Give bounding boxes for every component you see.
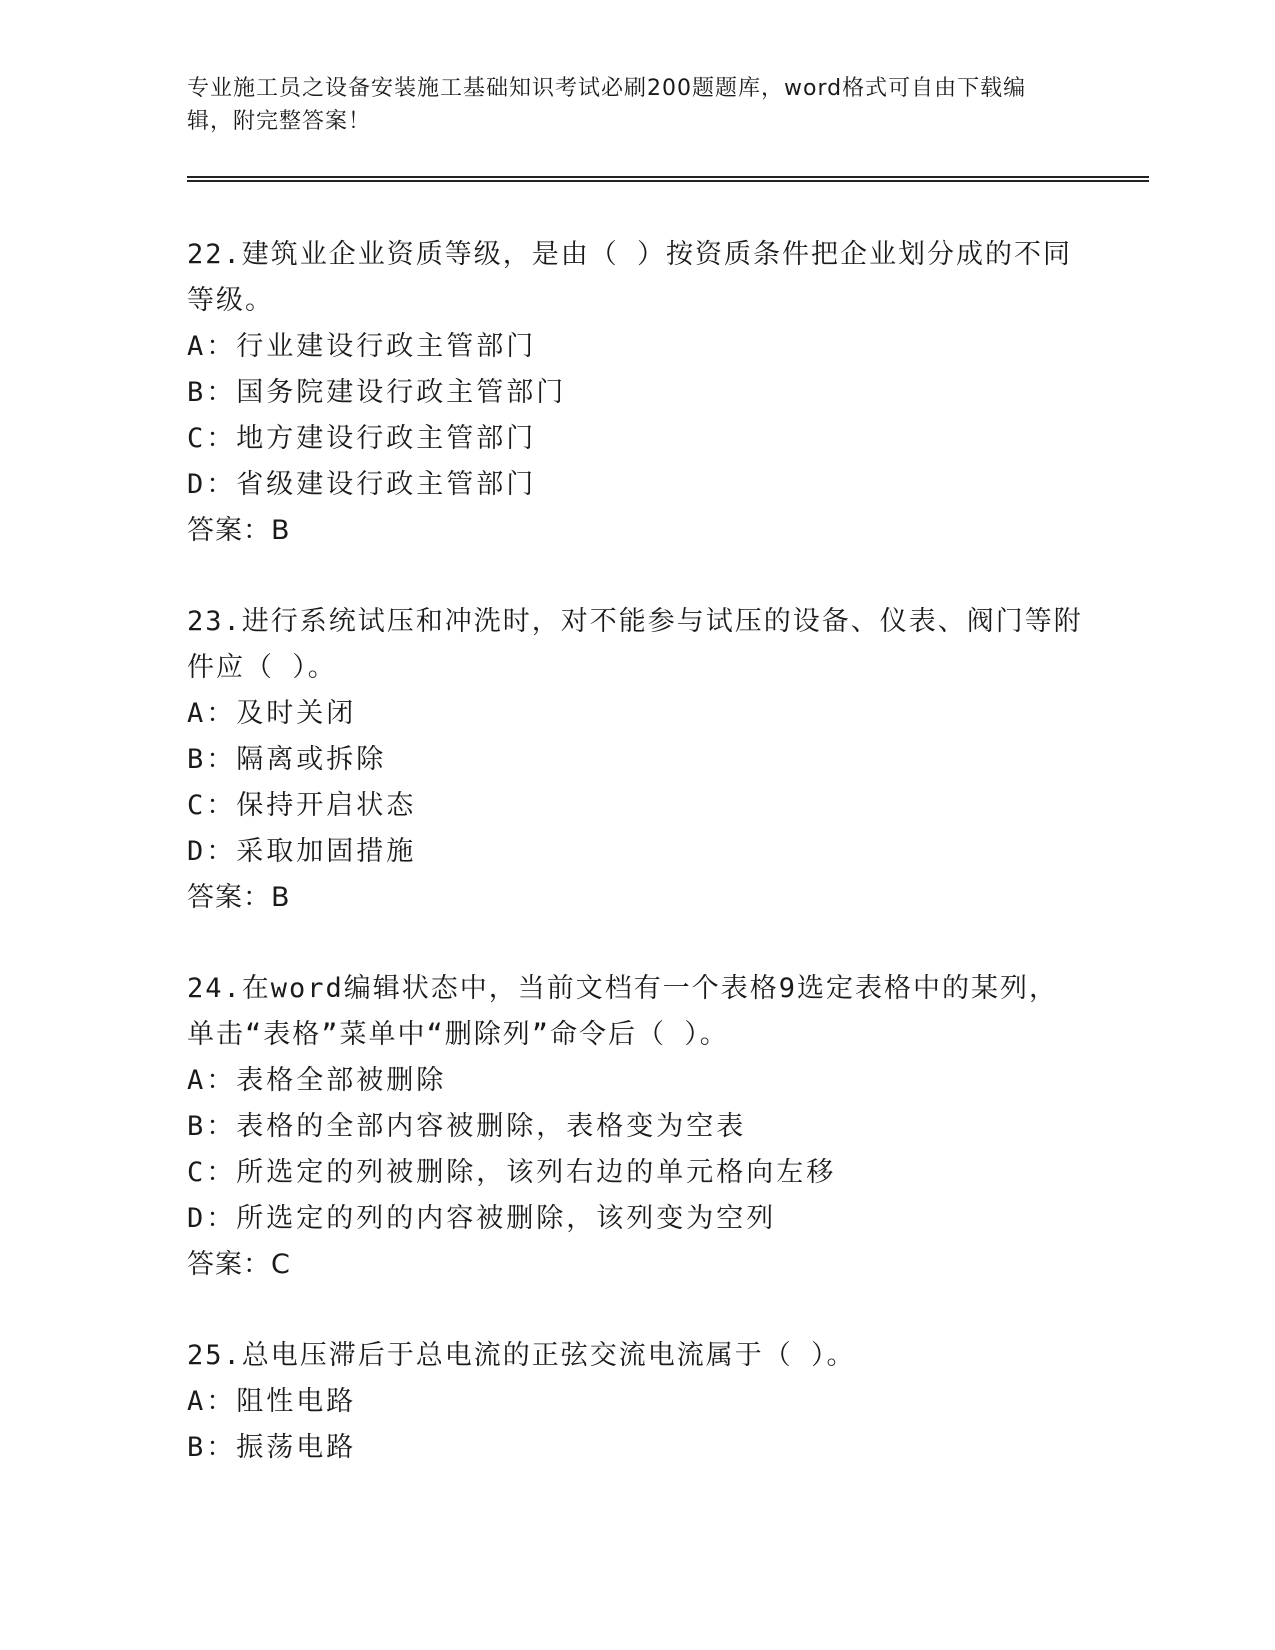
question-23 <box>187 599 1087 921</box>
option-b: B：表格的全部内容被删除，表格变为空表 <box>187 1111 747 1142</box>
option-b: B：隔离或拆除 <box>187 744 387 775</box>
option-a: A：阻性电路 <box>187 1386 357 1417</box>
option-a: A：及时关闭 <box>187 698 357 729</box>
option-d: D：所选定的列的内容被删除，该列变为空列 <box>187 1203 777 1234</box>
document-header-title: 专业施工员之设备安装施工基础知识考试必刷200题题库，word格式可自由下载编辑，附完整答案！ <box>187 76 1027 134</box>
option-d: D：采取加固措施 <box>187 836 417 867</box>
question-stem: 22.建筑业企业资质等级，是由（ ）按资质条件把企业划分成的不同等级。 <box>187 239 1073 316</box>
question-list <box>187 232 1087 1516</box>
question-stem: 23.进行系统试压和冲洗时，对不能参与试压的设备、仪表、阀门等附件应（ ）。 <box>187 606 1083 683</box>
question-25 <box>187 1333 1087 1471</box>
answer-label: 答案：B <box>187 882 291 913</box>
question-stem: 24.在word编辑状态中，当前文档有一个表格9选定表格中的某列，单击“表格”菜单中“删除列”命令后（ ）。 <box>187 973 1059 1050</box>
option-b: B：国务院建设行政主管部门 <box>187 377 567 408</box>
option-c: C：保持开启状态 <box>187 790 417 821</box>
option-c: C：所选定的列被删除，该列右边的单元格向左移 <box>187 1157 837 1188</box>
question-22 <box>187 232 1087 554</box>
option-d: D：省级建设行政主管部门 <box>187 469 537 500</box>
option-c: C：地方建设行政主管部门 <box>187 423 537 454</box>
option-b: B：振荡电路 <box>187 1432 357 1463</box>
header-divider <box>187 176 1149 182</box>
question-24 <box>187 966 1087 1288</box>
option-a: A：行业建设行政主管部门 <box>187 331 537 362</box>
answer-label: 答案：B <box>187 515 291 546</box>
option-a: A：表格全部被删除 <box>187 1065 447 1096</box>
question-stem: 25.总电压滞后于总电流的正弦交流电流属于（ ）。 <box>187 1340 856 1371</box>
answer-label: 答案：C <box>187 1249 291 1280</box>
